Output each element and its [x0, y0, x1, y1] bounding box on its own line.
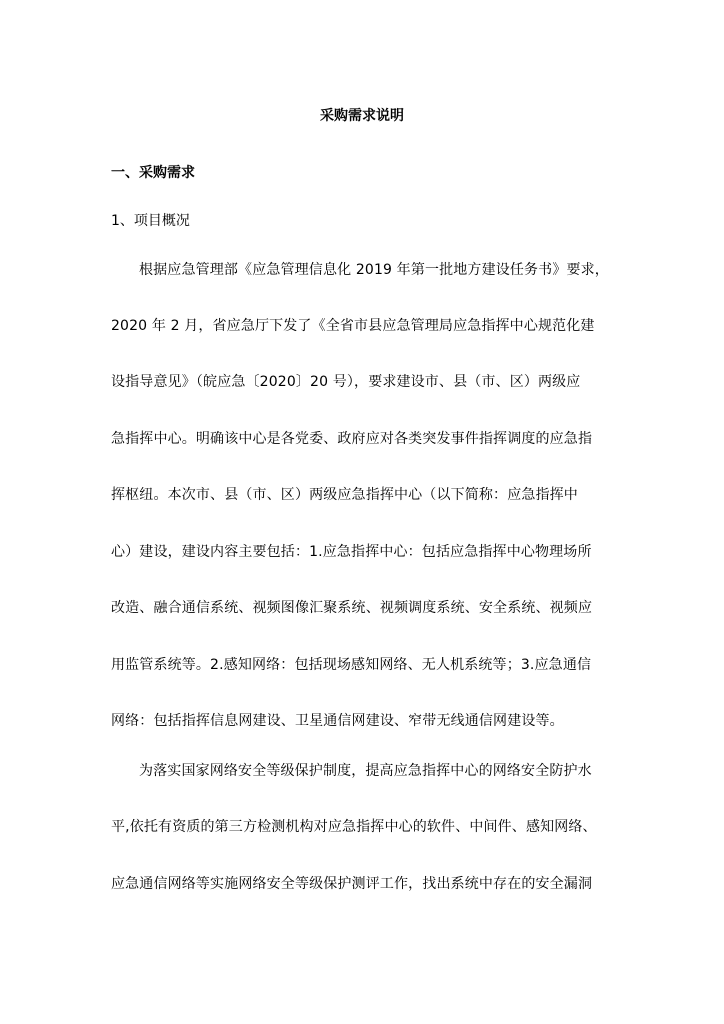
paragraph-line: 挥枢纽。本次市、县（市、区）两级应急指挥中心（以下简称：应急指挥中: [111, 487, 578, 503]
paragraph-line: 网络：包括指挥信息网建设、卫星通信网建设、窄带无线通信网建设等。: [111, 713, 564, 729]
section-heading: 一、采购需求: [111, 165, 195, 181]
paragraph-line: 2020 年 2 月，省应急厅下发了《全省市县应急管理局应急指挥中心规范化建: [111, 318, 595, 334]
paragraph-line: 为落实国家网络安全等级保护制度，提高应急指挥中心的网络安全防护水: [139, 763, 592, 779]
paragraph-line: 设指导意见》（皖应急〔2020〕20 号），要求建设市、县（市、区）两级应: [111, 374, 581, 390]
subsection-heading: 1、项目概况: [111, 213, 190, 229]
paragraph-line: 心）建设，建设内容主要包括：1.应急指挥中心：包括应急指挥中心物理场所: [111, 544, 592, 560]
paragraph-line: 改造、融合通信系统、视频图像汇聚系统、视频调度系统、安全系统、视频应: [111, 600, 593, 616]
document-title: 采购需求说明: [320, 108, 404, 124]
paragraph-line: 用监管系统等。2.感知网络：包括现场感知网络、无人机系统等；3.应急通信: [111, 657, 592, 673]
paragraph-line: 根据应急管理部《应急管理信息化 2019 年第一批地方建设任务书》要求，: [139, 262, 609, 278]
paragraph-line: 急指挥中心。明确该中心是各党委、政府应对各类突发事件指挥调度的应急指: [111, 431, 593, 447]
paragraph-line: 应急通信网络等实施网络安全等级保护测评工作，找出系统中存在的安全漏洞: [111, 876, 593, 892]
paragraph-line: 平,依托有资质的第三方检测机构对应急指挥中心的软件、中间件、感知网络、: [111, 819, 597, 835]
